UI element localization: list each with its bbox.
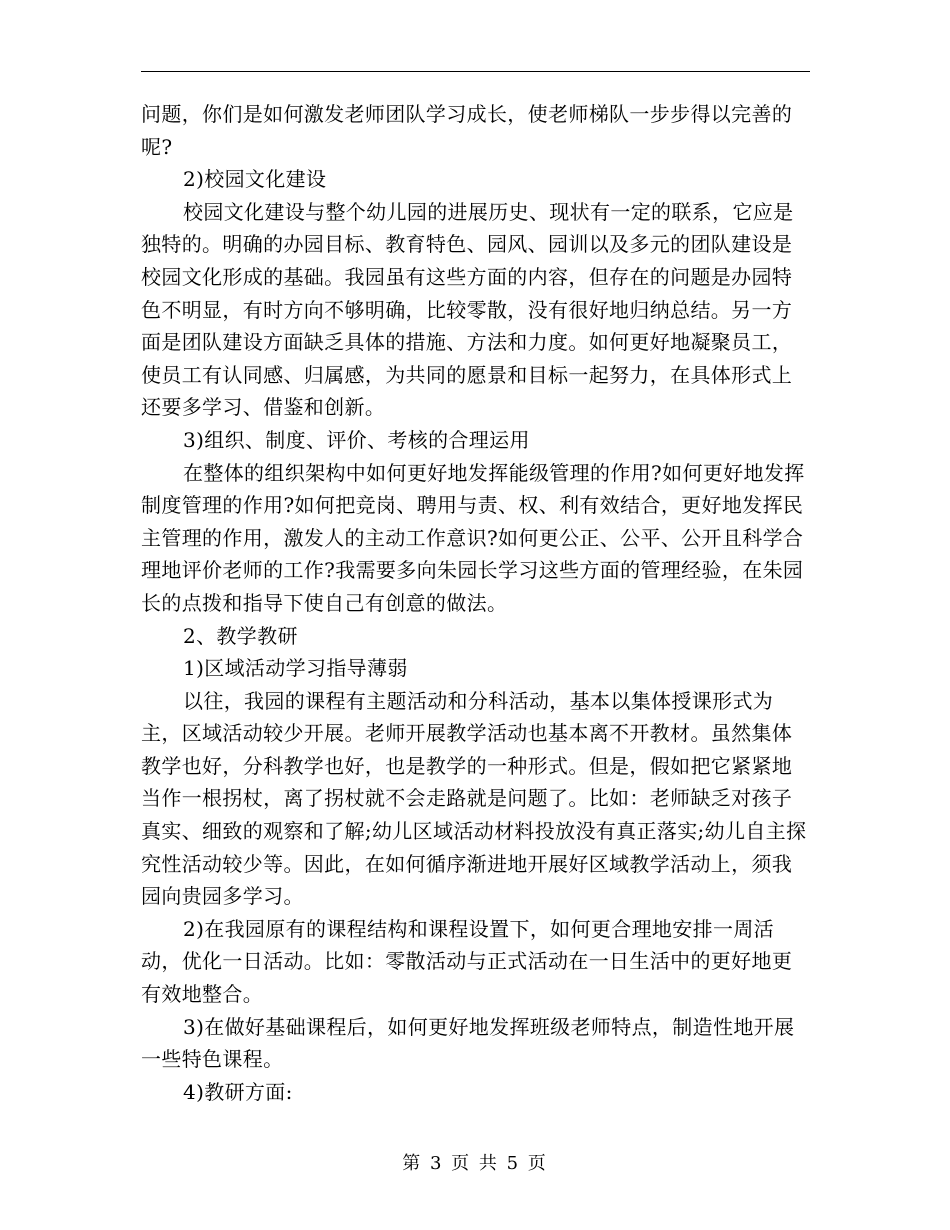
paragraph-campus-culture: 校园文化建设与整个幼儿园的进展历史、现状有一定的联系，它应是独特的。明确的办园目标、教育特色、园风、园训以及多元的团队建设是校园文化形成的基础。我园虽有这些方面的内容，但存在的问题是办园特色不明显，有时方向不够明确，比较零散，没有很好地归纳总结。另一方面是团队建设方面缺乏具体的措施、方法和力度。如何更好地凝聚员工，使员工有认同感、归属感，为共同的愿景和目标一起努力，在具体形式上还要多学习、借鉴和创新。 [141,199,794,420]
paragraph-curriculum-structure: 2)在我园原有的课程结构和课程设置下，如何更合理地安排一周活动，优化一日活动。比如：零散活动与正式活动在一日生活中的更好地更有效地整合。 [141,916,793,1007]
paragraph-area-activities: 以往，我园的课程有主题活动和分科活动，基本以集体授课形式为主，区域活动较少开展。老师开展教学活动也基本离不开教材。虽然集体教学也好，分科教学也好，也是教学的一种形式。但是，假如把它紧紧地当作一根拐杖，离了拐杖就不会走路就是问题了。比如：老师缺乏对孩子真实、细致的观察和了解;幼儿区域活动材料投放没有真正落实;幼儿自主探究性活动较少等。因此，在如何循序渐进地开展好区域教学活动上，须我园向贵园多学习。 [141,688,807,909]
paragraph-special-courses: 3)在做好基础课程后，如何更好地发挥班级老师特点，制造性地开展一些特色课程。 [141,1014,795,1072]
heading-organization: 3)组织、制度、评价、考核的合理运用 [183,427,530,452]
header-rule [141,71,810,72]
heading-campus-culture: 2)校园文化建设 [183,167,327,192]
document-body [141,98,810,1108]
heading-area-activities: 1)区域活动学习指导薄弱 [183,656,408,681]
heading-research: 4)教研方面: [183,1079,293,1104]
paragraph-organization: 在整体的组织架构中如何更好地发挥能级管理的作用?如何更好地发挥制度管理的作用?如何把竞岗、聘用与责、权、利有效结合，更好地发挥民主管理的作用，激发人的主动工作意识?如何更公正、公平、公开且科学合理地评价老师的工作?我需要多向朱园长学习这些方面的管理经验，在朱园长的点拨和指导下使自己有创意的做法。 [141,460,805,615]
page-number: 第 3 页 共 5 页 [402,1153,548,1174]
paragraph-1: 问题，你们是如何激发老师团队学习成长，使老师梯队一步步得以完善的呢? [141,102,793,159]
heading-teaching-research: 2、教学教研 [183,623,298,648]
